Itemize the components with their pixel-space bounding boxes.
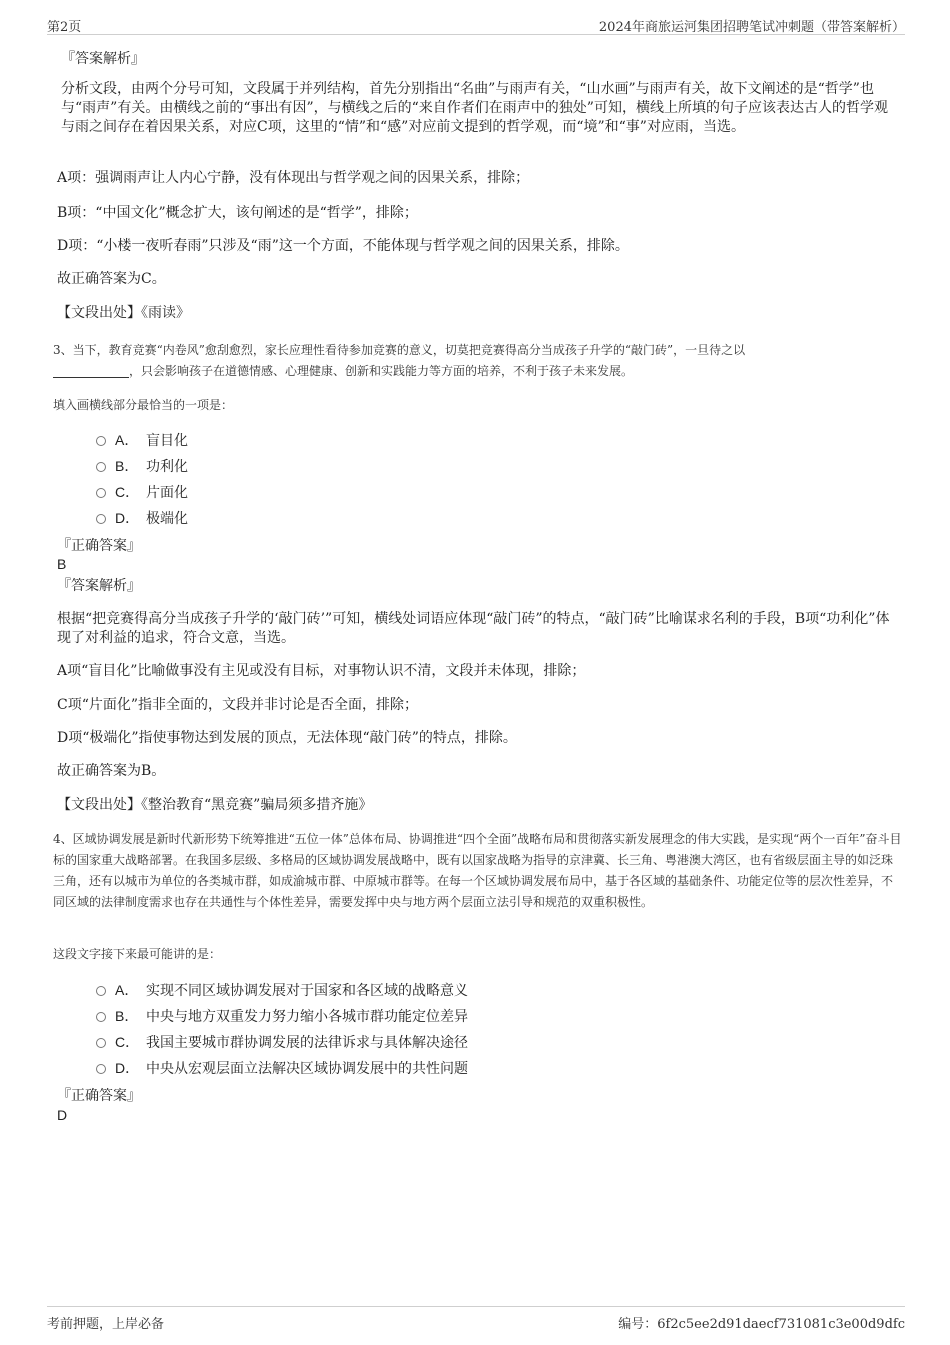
q2-analysis-option-d: D项：“小楼一夜听春雨”只涉及“雨”这一个方面，不能体现与哲学观之间的因果关系，排除。 <box>57 238 629 254</box>
q3-analysis-option-d: D项“极端化”指使事物达到发展的顶点，无法体现“敲门砖”的特点，排除。 <box>57 730 517 746</box>
q2-analysis-paragraph: 分析文段，由两个分号可知，文段属于并列结构，首先分别指出“名曲”与雨声有关，“山水画”与雨声有关，故下文阐述的是“哲学”也与“雨声”有关。由横线之前的“事出有因”，与横线之后的“来自作者们在雨声中的独处”可知，横线上所填的句子应该表达古人的哲学观与雨之间存在着因果关系，对应C项，这里的“情”和“感”对应前文提到的哲学观，而“境”和“事”对应雨，当选。 <box>61 81 888 135</box>
q4-stem: 4、区域协调发展是新时代新形势下统筹推进“五位一体”总体布局、协调推进“四个全面”战略布局和贯彻落实新发展理念的伟大实践，是实现“两个一百年”奋斗目标的国家重大战略部署。在我国多层级、多格局的区域协调发展战略中，既有以国家战略为指导的京津冀、长三角、粤港澳大湾区，也有省级层面主导的如泛珠三角，还有以城市为单位的各类城市群，如成渝城市群、中原城市群等。在每一个区域协调发展布局中，基于各区域的基础条件、功能定位等的层次性差异，不同区域的法律制度需求也存在共通性与个体性差异，需要发挥中央与地方两个层面立法引导和规范的双重积极性。 <box>53 832 902 909</box>
q3-option-b[interactable]: B． 功利化 <box>96 456 188 477</box>
document-title: 2024年商旅运河集团招聘笔试冲刺题（带答案解析） <box>598 20 905 35</box>
q4-correct-heading: 『正确答案』 <box>57 1088 141 1104</box>
radio-icon[interactable] <box>96 462 106 472</box>
q3-analysis-paragraph: 根据“把竞赛得高分当成孩子升学的‘敲门砖’”可知，横线处词语应体现“敲门砖”的特点，“敲门砖”比喻谋求名利的手段，B项“功利化”体现了对利益的追求，符合文意，当选。 <box>57 611 890 646</box>
q3-blank <box>53 363 129 378</box>
q3-option-a[interactable]: A． 盲目化 <box>96 430 188 451</box>
q3-prompt: 填入画横线部分最恰当的一项是： <box>53 398 234 412</box>
q3-stem-after: ，只会影响孩子在道德情感、心理健康、创新和实践能力等方面的培养，不利于孩子未来发展。 <box>129 364 634 378</box>
radio-icon[interactable] <box>96 1064 106 1074</box>
page-footer <box>47 1306 905 1332</box>
q2-source: 【文段出处】《雨读》 <box>57 305 190 321</box>
q3-stem <box>53 340 903 382</box>
q3-conclusion: 故正确答案为B。 <box>57 763 166 779</box>
q3-option-d[interactable]: D． 极端化 <box>96 508 188 529</box>
q4-option-a[interactable]: A． 实现不同区域协调发展对于国家和各区域的战略意义 <box>96 980 468 1001</box>
q2-analysis-heading: 『答案解析』 <box>61 51 145 67</box>
q2-analysis-option-b: B项：“中国文化”概念扩大，该句阐述的是“哲学”，排除； <box>57 205 418 221</box>
page-number: 第2页 <box>47 20 82 35</box>
q2-conclusion: 故正确答案为C。 <box>57 271 166 287</box>
footer-slogan: 考前押题，上岸必备 <box>47 1317 165 1332</box>
q3-option-c[interactable]: C． 片面化 <box>96 482 188 503</box>
radio-icon[interactable] <box>96 986 106 996</box>
q3-correct-answer: B <box>57 556 67 572</box>
radio-icon[interactable] <box>96 436 106 446</box>
q4-option-b[interactable]: B． 中央与地方双重发力努力缩小各城市群功能定位差异 <box>96 1006 468 1027</box>
q4-prompt: 这段文字接下来最可能讲的是： <box>53 947 222 961</box>
q4-option-d[interactable]: D． 中央从宏观层面立法解决区域协调发展中的共性问题 <box>96 1058 468 1079</box>
q4-correct-answer: D <box>57 1107 68 1123</box>
radio-icon[interactable] <box>96 488 106 498</box>
radio-icon[interactable] <box>96 514 106 524</box>
document-id: 编号：6f2c5ee2d91daecf731081c3e00d9dfc <box>618 1317 905 1332</box>
radio-icon[interactable] <box>96 1038 106 1048</box>
q3-analysis-option-c: C项“片面化”指非全面的，文段并非讨论是否全面，排除； <box>57 697 419 713</box>
q3-analysis-option-a: A项“盲目化”比喻做事没有主见或没有目标，对事物认识不清，文段并未体现，排除； <box>57 663 586 679</box>
q4-option-c[interactable]: C． 我国主要城市群协调发展的法律诉求与具体解决途径 <box>96 1032 468 1053</box>
page-header <box>47 14 905 35</box>
q3-correct-heading: 『正确答案』 <box>57 538 141 554</box>
q3-stem-before: 3、当下，教育竞赛“内卷风”愈刮愈烈，家长应理性看待参加竞赛的意义，切莫把竞赛得高分当成孩子升学的“敲门砖”，一旦待之以 <box>53 343 746 357</box>
radio-icon[interactable] <box>96 1012 106 1022</box>
q3-analysis-heading: 『答案解析』 <box>57 578 141 594</box>
q3-source: 【文段出处】《整治教育“黑竞赛”骗局须多措齐施》 <box>57 797 373 813</box>
q2-analysis-option-a: A项：强调雨声让人内心宁静，没有体现出与哲学观之间的因果关系，排除； <box>57 170 530 186</box>
